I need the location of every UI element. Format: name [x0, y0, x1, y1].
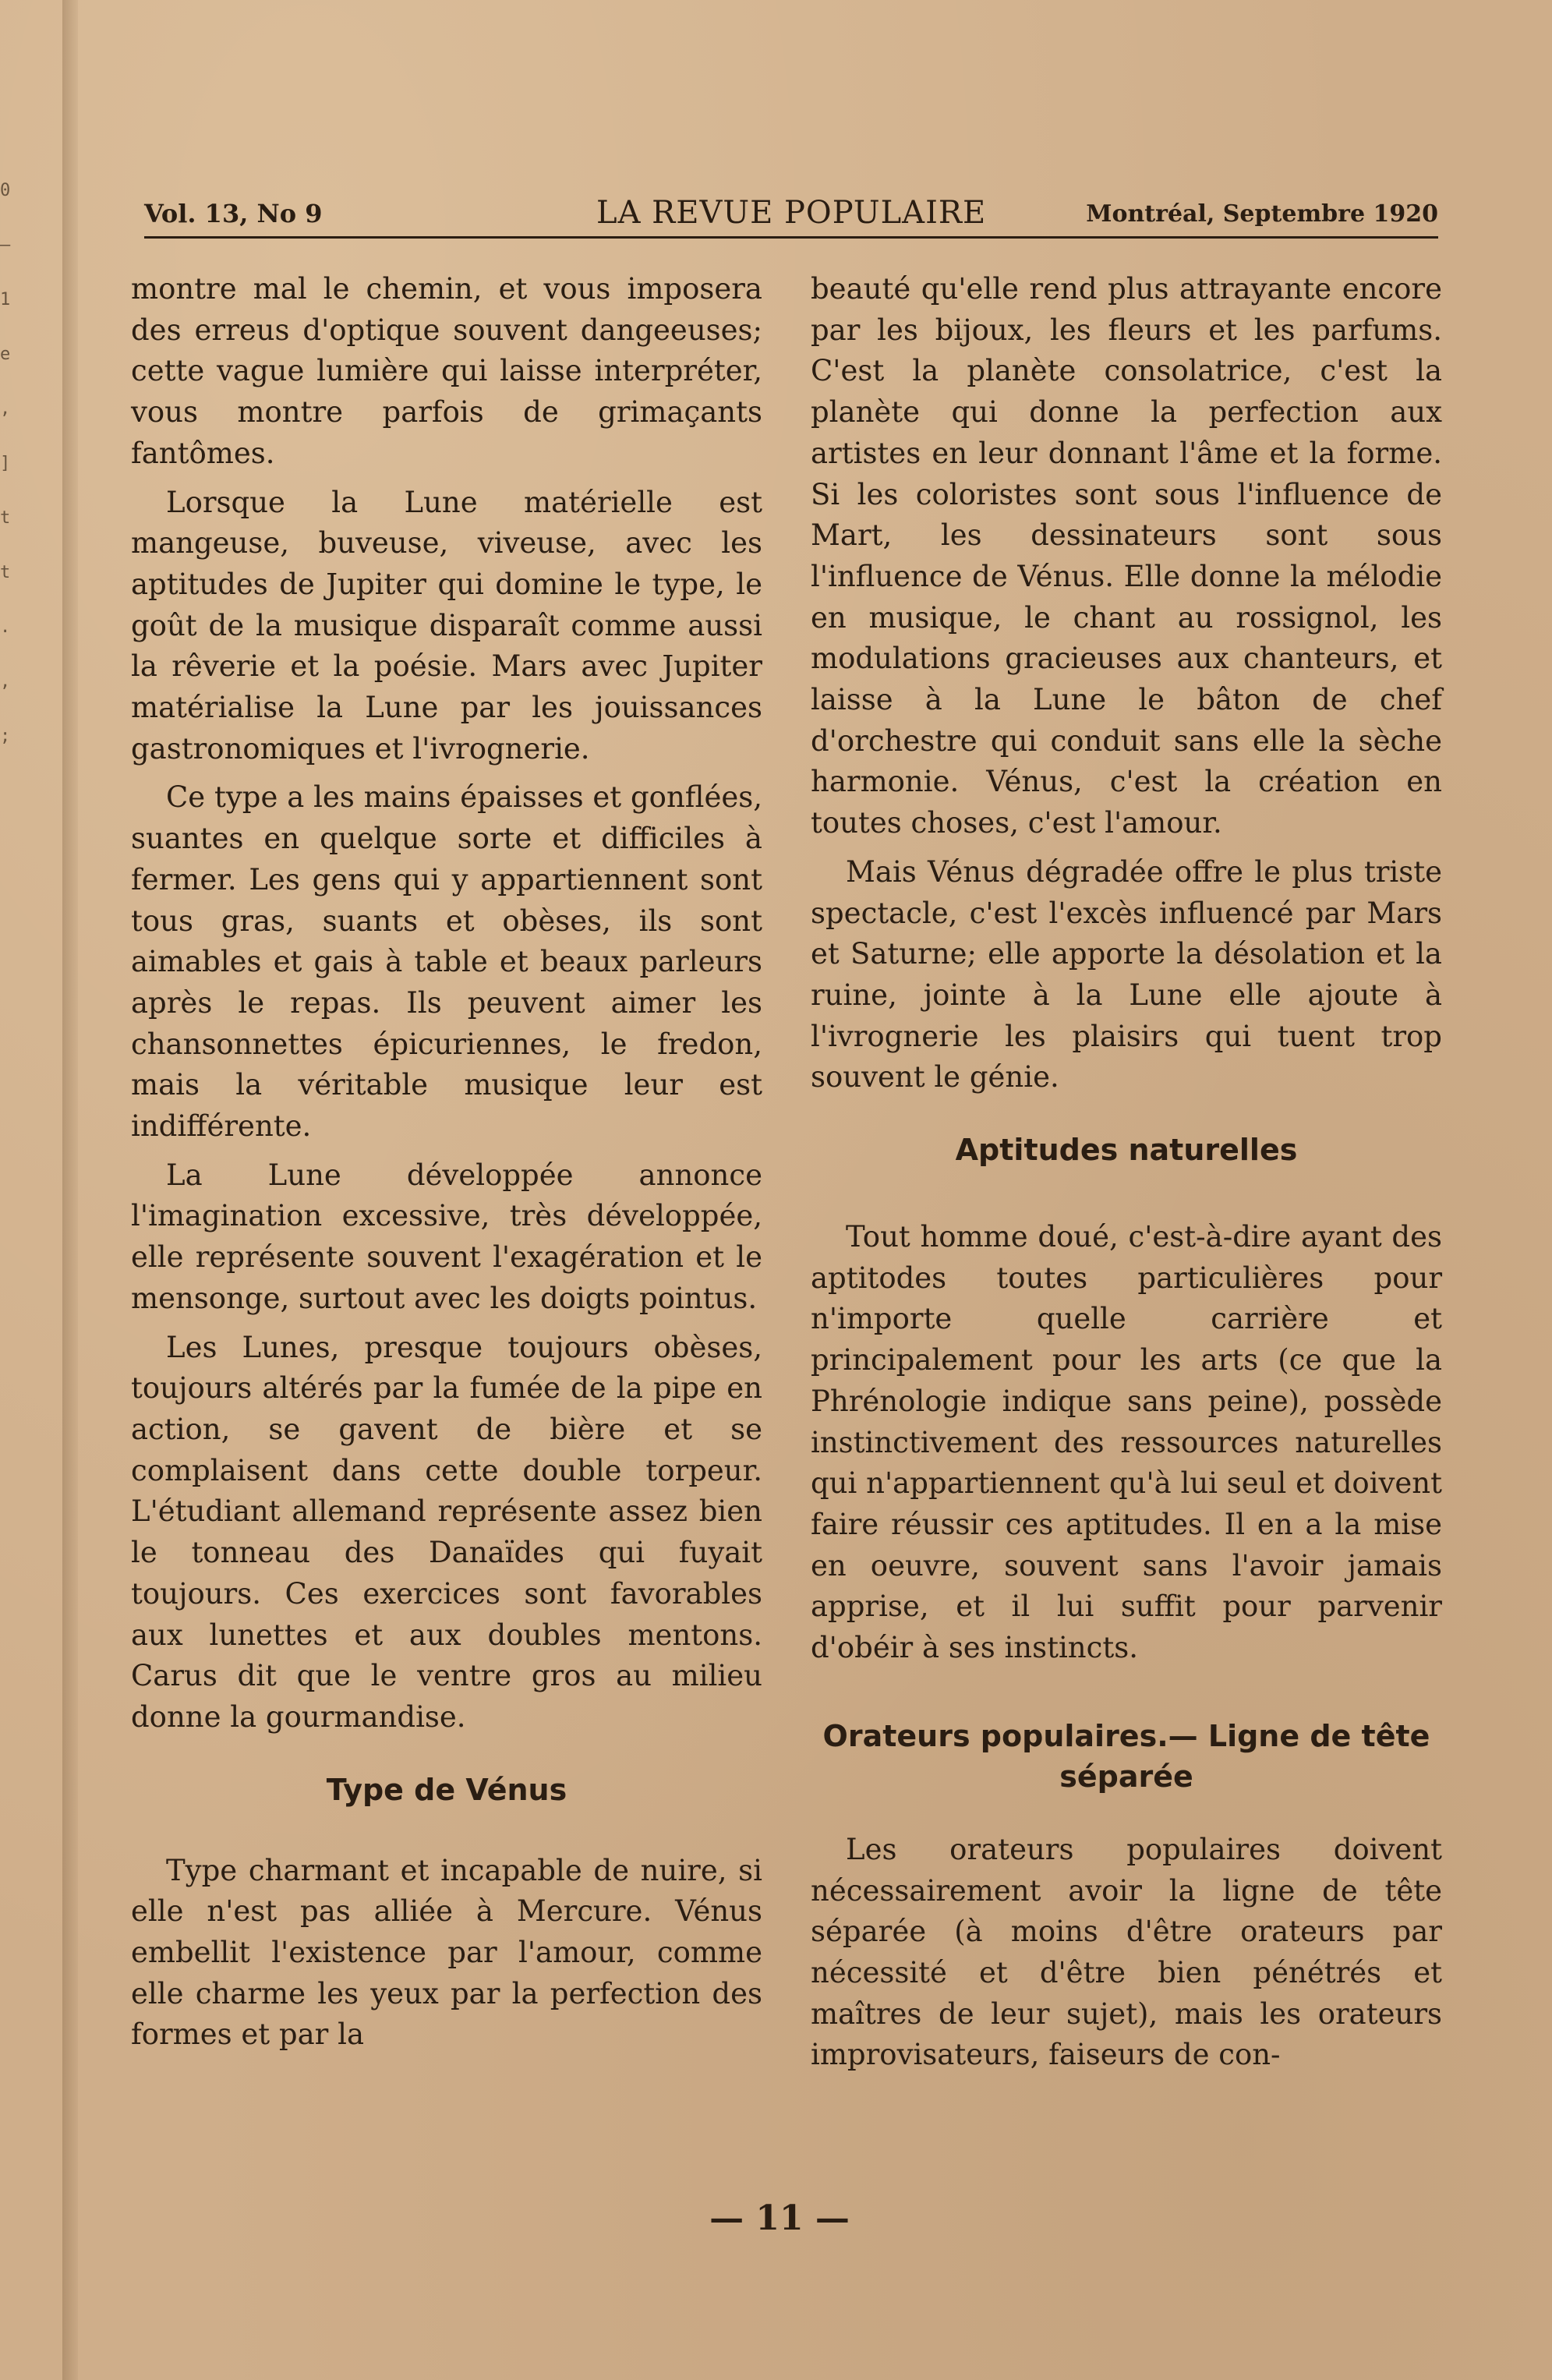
paragraph: Lorsque la Lune matérielle est mangeuse, buveuse, viveuse, avec les aptitudes de Jupiter qui domine le type, le goût de la musique disparaît comme aussi la rêverie et la poésie. Mars avec Jupiter matérialise la Lune par les jouissances gastronomiques et l'ivrognerie.	[131, 485, 762, 766]
section-heading-aptitudes: Aptitudes naturelles	[955, 1133, 1298, 1168]
header-rule	[144, 236, 1438, 239]
paragraph: Tout homme doué, c'est-à-dire ayant des aptitodes toutes particulières pour n'importe quelle carrière et principalement pour les arts (ce que la Phrénologie indique sans peine), possède instinctivement des ressources naturelles qui n'appartiennent qu'à lui seul et doivent faire réussir ces aptitudes. Il en a la mise en oeuvre, souvent sans l'avoir jamais apprise, et il lui suffit pour parvenir d'obéir à ses instincts.	[811, 1220, 1442, 1665]
left-column	[131, 269, 762, 2056]
right-column	[811, 269, 1442, 2076]
paragraph: Les orateurs populaires doivent nécessairement avoir la ligne de tête séparée (à moins d'être orateurs par nécessité et d'être bien pénétrés et maîtres de leur sujet), mais les orateurs improvisateurs, faiseurs de con-	[811, 1832, 1442, 2072]
paragraph: Les Lunes, presque toujours obèses, toujours altérés par la fumée de la pipe en action, se gavent de bière et se complaisent dans cette double torpeur. L'étudiant allemand représente assez bien le tonneau des Danaïdes qui fuyait toujours. Ces exercices sont favorables aux lunettes et aux doubles mentons. Carus dit que le ventre gros au milieu donne la gourmandise.	[131, 1330, 762, 1734]
page-number: — 11 —	[709, 2198, 850, 2238]
publication-title: LA REVUE POPULAIRE	[596, 195, 987, 231]
page-header	[144, 191, 1438, 238]
paragraph: La Lune développée annonce l'imagination excessive, très développée, elle représente souvent l'exagération et le mensonge, surtout avec les doigts pointus.	[131, 1158, 762, 1315]
binding-fold-shadow	[62, 0, 78, 2380]
paragraph: Type charmant et incapable de nuire, si elle n'est pas alliée à Mercure. Vénus embellit l'existence par l'amour, comme elle charme les yeux par la perfection des formes et par la	[131, 1853, 762, 2052]
place-date: Montréal, Septembre 1920	[1086, 200, 1438, 228]
section-heading-orateurs: Orateurs populaires.— Ligne de tête séparée	[822, 1718, 1430, 1794]
paragraph: montre mal le chemin, et vous imposera des erreus d'optique souvent dangeeuses; cette vague lumière qui laisse interpréter, vous montre parfois de grimaçants fantômes.	[131, 272, 762, 470]
margin-edge-fragments: 0 – 1 e , ] t t . , ;	[0, 181, 11, 746]
paragraph: Mais Vénus dégradée offre le plus triste spectacle, c'est l'excès influencé par Mars et Saturne; elle apporte la désolation et la ruine, jointe à la Lune elle ajoute à l'ivrognerie les plaisirs qui tuent trop souvent le génie.	[811, 854, 1442, 1095]
paragraph: Ce type a les mains épaisses et gonflées, suantes en quelque sorte et difficiles à fermer. Les gens qui y appartiennent sont tous gras, suants et obèses, ils sont aimables et gais à table et beaux parleurs après le repas. Ils peuvent aimer les chansonnettes épicuriennes, le fredon, mais la véritable musique leur est indifférente.	[131, 780, 762, 1144]
volume-issue: Vol. 13, No 9	[144, 199, 323, 228]
paragraph: beauté qu'elle rend plus attrayante encore par les bijoux, les fleurs et les parfums. C'est la planète consolatrice, c'est la planète qui donne la perfection aux artistes en leur donnant l'âme et la forme. Si les coloristes sont sous l'influence de Mart, les dessinateurs sont sous l'influence de Vénus. Elle donne la mélodie en musique, le chant au rossignol, les modulations gracieuses aux chanteurs, et laisse à la Lune le bâton de chef d'orchestre qui conduit sans elle la sèche harmonie. Vénus, c'est la création en toutes choses, c'est l'amour.	[811, 272, 1442, 840]
section-heading-venus: Type de Vénus	[326, 1772, 567, 1807]
